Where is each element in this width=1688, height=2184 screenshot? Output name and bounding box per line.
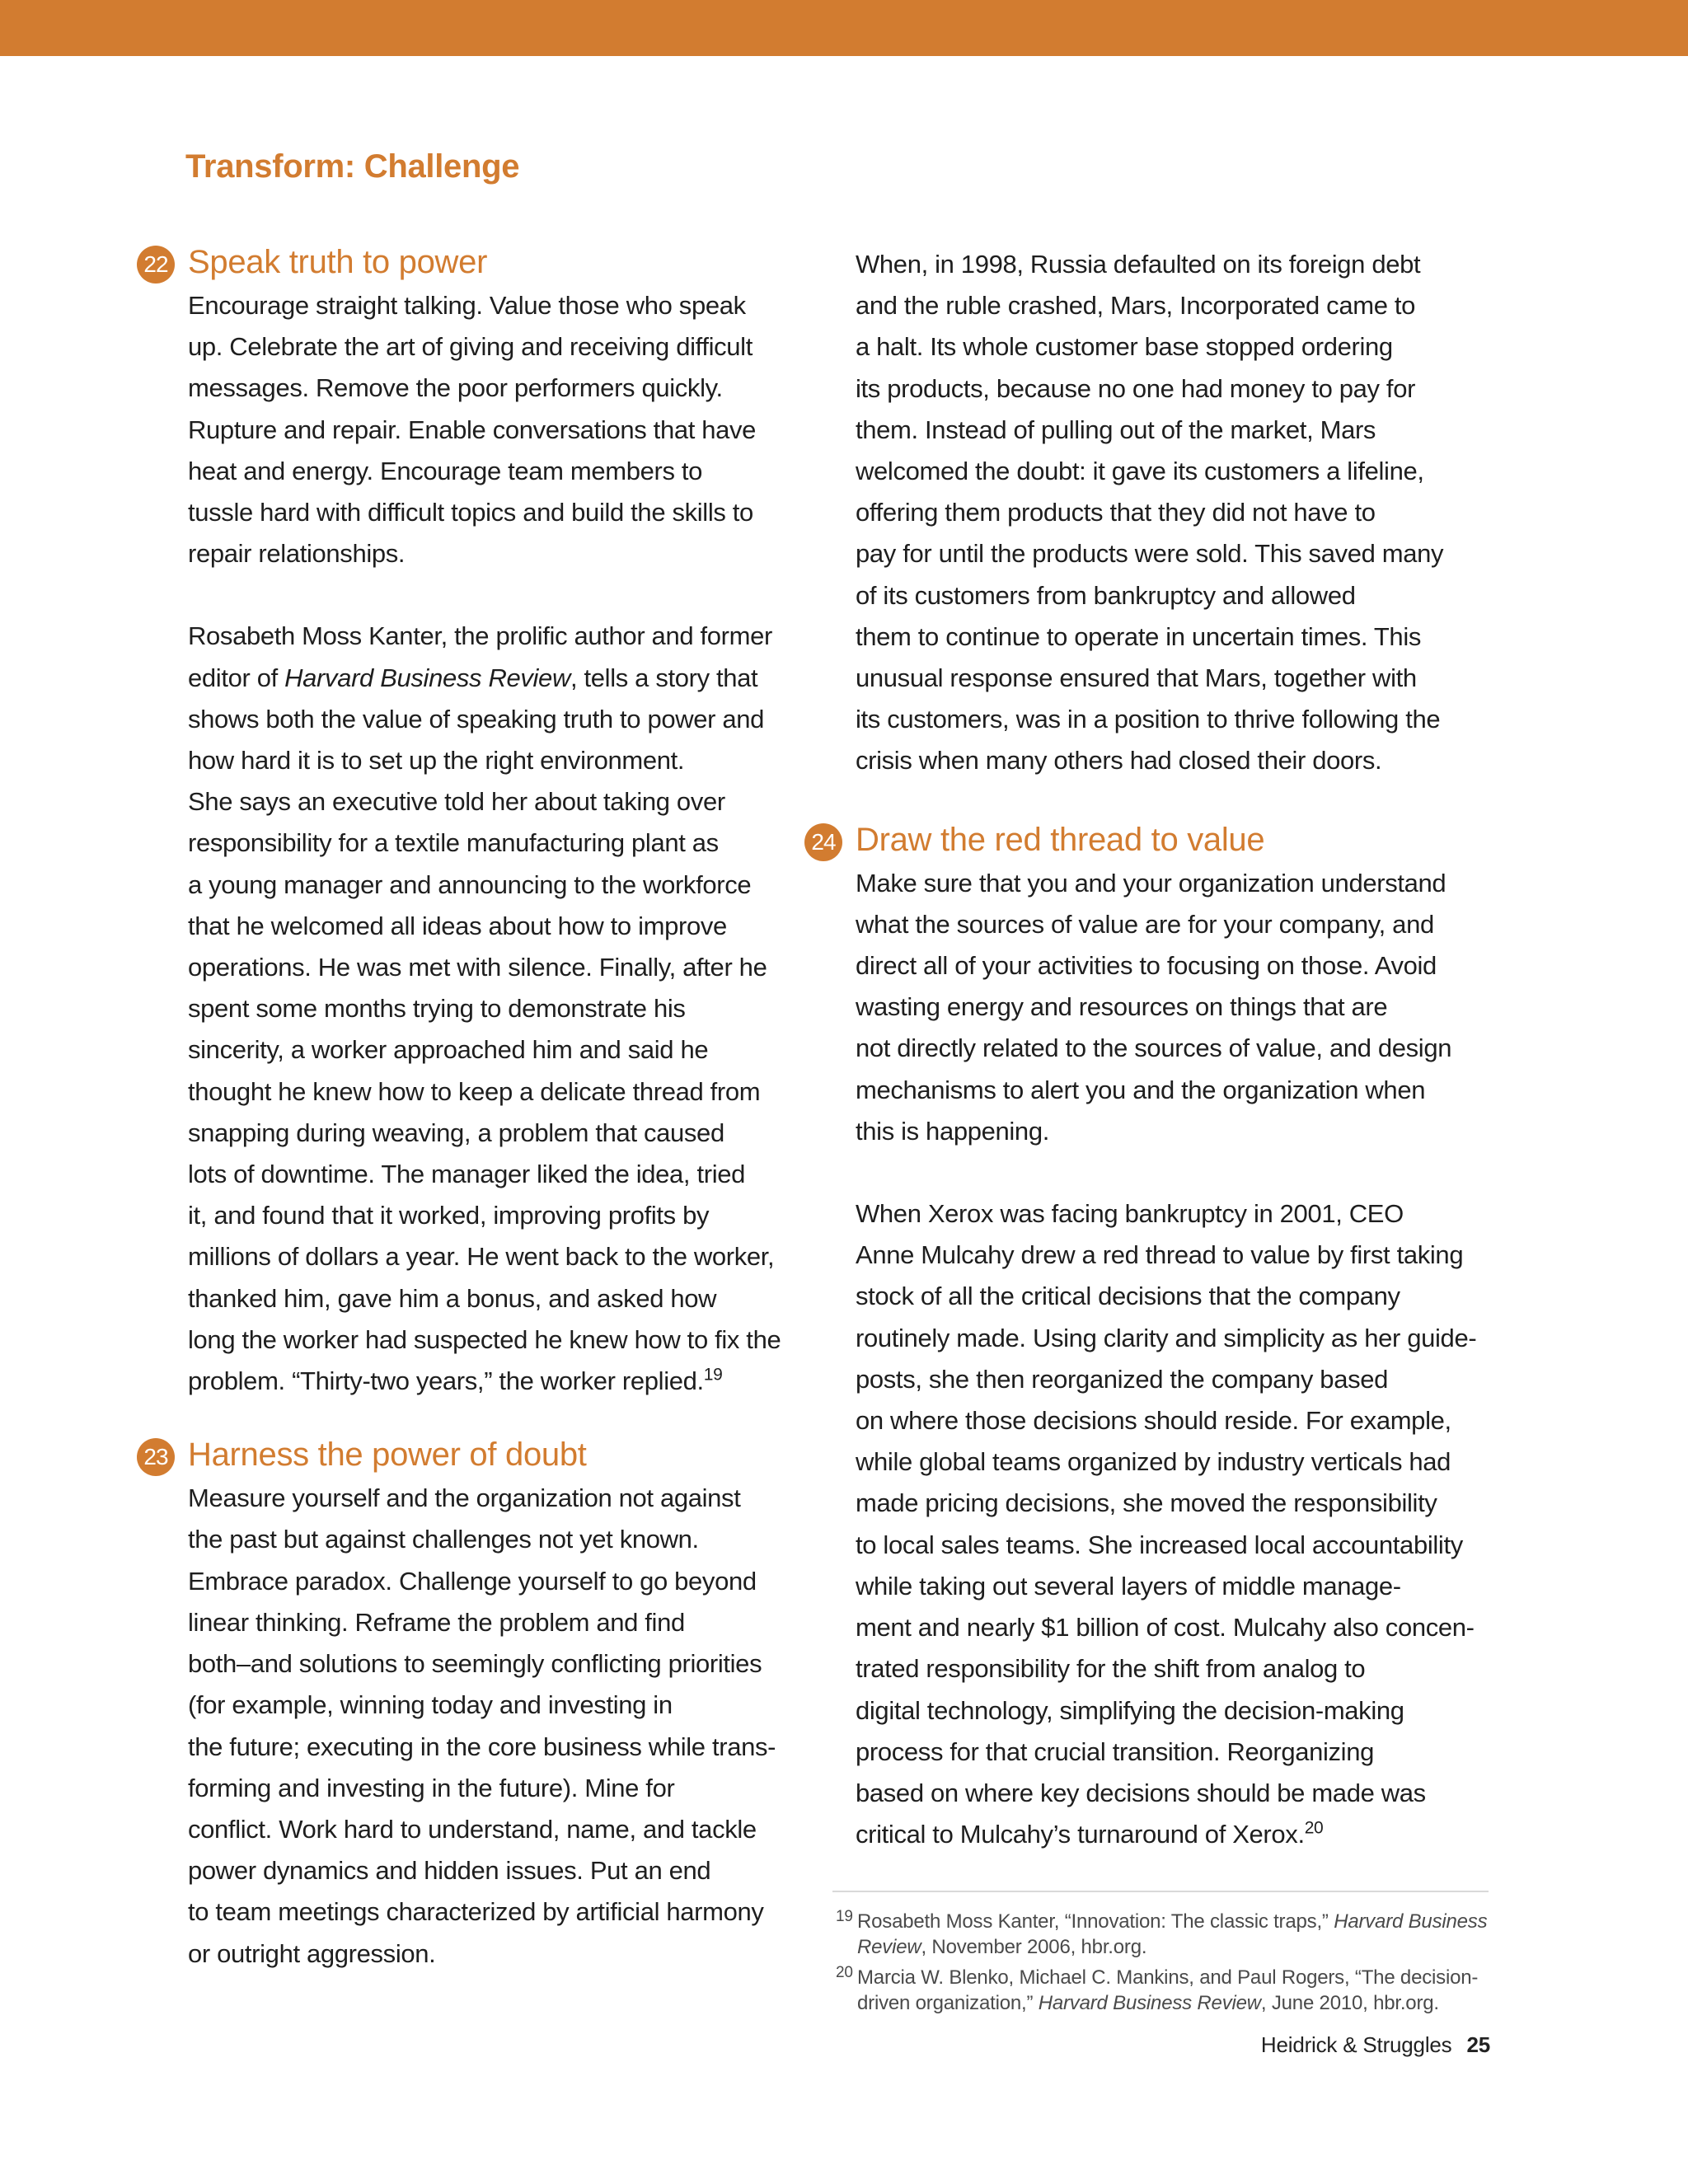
- item-number-badge: 22: [137, 246, 175, 284]
- left-column: [143, 239, 823, 1975]
- page-number: 25: [1466, 2032, 1490, 2057]
- publication-title: Harvard Business Review: [1038, 1992, 1261, 2014]
- footnote-text: , June 2010, hbr.org.: [1260, 1992, 1439, 2014]
- page-footer: [1261, 2032, 1490, 2058]
- item-story: [188, 616, 823, 1402]
- story-text: , tells a story that shows both the value of speaking truth to power and how hard it is to set up the right environment. She says an executive told her about taking over responsibility for a textile manufacturing plant as a young manager and announcing to the workforce that he welcomed all ideas about how to improve operations. He was met with silence. Finally, after he spent some months trying to demonstrate his sincerity, a worker approached him and said he thought he knew how to keep a delicate thread from snapping during weaving, a problem that caused lots of downtime. The manager liked the idea, tried it, and found that it worked, improving profits by millions of dollars a year. He went back to the worker, thanked him, gave him a bonus, and asked how long the worker had suspected he knew how to fix the problem. “Thirty-two years,” the worker replied.: [188, 663, 781, 1396]
- story-text: When Xerox was facing bankruptcy in 2001, CEO Anne Mulcahy drew a red thread to value by first taking stock of all the critical decisions that the company routinely made. Using clarity and simplicity as her guide- posts, she then reorganized the company based on where those decisions should reside. For example, while global teams organized by industry verticals had made pricing decisions, she moved the responsibility to local sales teams. She increased local accountability while taking out several layers of middle manage- ment and nearly $1 billion of cost. Mulcahy also concen- trated responsibility for the shift from analog to digital technology, simplifying the decision-making process for that crucial transition. Reorganizing based on where key decisions should be made was critical to Mulcahy’s turnaround of Xerox.: [856, 1199, 1477, 1849]
- footnote-reference[interactable]: 20: [1304, 1818, 1324, 1838]
- footnote-number: 20: [836, 1964, 853, 1981]
- footnote-reference[interactable]: 19: [703, 1365, 723, 1385]
- item-title: Speak truth to power: [188, 244, 488, 280]
- item-title: Draw the red thread to value: [856, 821, 1265, 858]
- item-heading: [143, 1432, 823, 1478]
- footnote-number: 19: [836, 1908, 853, 1925]
- right-column: [811, 239, 1490, 1855]
- footnotes: [832, 1891, 1489, 2021]
- publication-title: Harvard Business Review: [857, 1910, 1488, 1958]
- item-heading: [143, 239, 823, 285]
- item-summary: Encourage straight talking. Value those who speak up. Celebrate the art of giving and receiving difficult messages. Remove the poor performers quickly. Rupture and repair. Enable conversations that have heat and energy. Encourage team members to tussle hard with difficult topics and build the skills to repair relationships.: [188, 291, 757, 569]
- footnote: [832, 1965, 1489, 2016]
- item-summary: Measure yourself and the organization not against the past but against challenges not yet known. Embrace paradox. Challenge yourself to go beyond linear thinking. Reframe the problem and find both–and solutions to seemingly conflicting priorities (for example, winning today and investing in the future; executing in the core business while trans- forming and investing in the future). Mine for conflict. Work hard to understand, name, and tackle power dynamics and hidden issues. Put an end to team meetings characterized by artificial harmony or outright aggression.: [188, 1483, 776, 1968]
- item-story: [856, 1193, 1490, 1855]
- story-text: Rosabeth Moss Kanter, the prolific author and former editor of: [188, 621, 772, 692]
- item-story: When, in 1998, Russia defaulted on its foreign debt and the ruble crashed, Mars, Incorporated came to a halt. Its whole customer base stopped ordering its products, because no one had money to pay for them. Instead of pulling out of the market, Mars welcomed the doubt: it gave its customers a lifeline, offering them products that they did not have to pay for until the products were sold. This saved many of its customers from bankruptcy and allowed them to continue to operate in uncertain times. This unusual response ensured that Mars, together with its customers, was in a position to thrive following the crisis when many others had closed their doors.: [856, 250, 1444, 776]
- footnote-text: , November 2006, hbr.org.: [921, 1936, 1147, 1958]
- item-number-badge: 23: [137, 1438, 175, 1476]
- publisher-name: Heidrick & Struggles: [1260, 2032, 1452, 2057]
- top-accent-bar: [0, 0, 1688, 56]
- publication-title: Harvard Business Review: [284, 663, 570, 692]
- item-red-thread: [811, 817, 1490, 1856]
- section-title: Transform: Challenge: [185, 148, 520, 185]
- item-speak-truth: [143, 239, 823, 1402]
- item-number-badge: 24: [804, 823, 842, 861]
- item-harness-doubt: [143, 1432, 823, 1974]
- footnote-text: Marcia W. Blenko, Michael C. Mankins, and Paul Rogers, “The decision-driven organization,”: [857, 1966, 1479, 2014]
- footnote-text: Rosabeth Moss Kanter, “Innovation: The classic traps,”: [857, 1910, 1334, 1933]
- item-title: Harness the power of doubt: [188, 1436, 587, 1474]
- footnote: [832, 1909, 1489, 1960]
- item-heading: [811, 817, 1490, 863]
- item-summary: Make sure that you and your organization understand what the sources of value are for your company, and direct all of your activities to focusing on those. Avoid wasting energy and resources on things that are not directly related to the sources of value, and design mechanisms to alert you and the organization when this is happening.: [856, 868, 1452, 1146]
